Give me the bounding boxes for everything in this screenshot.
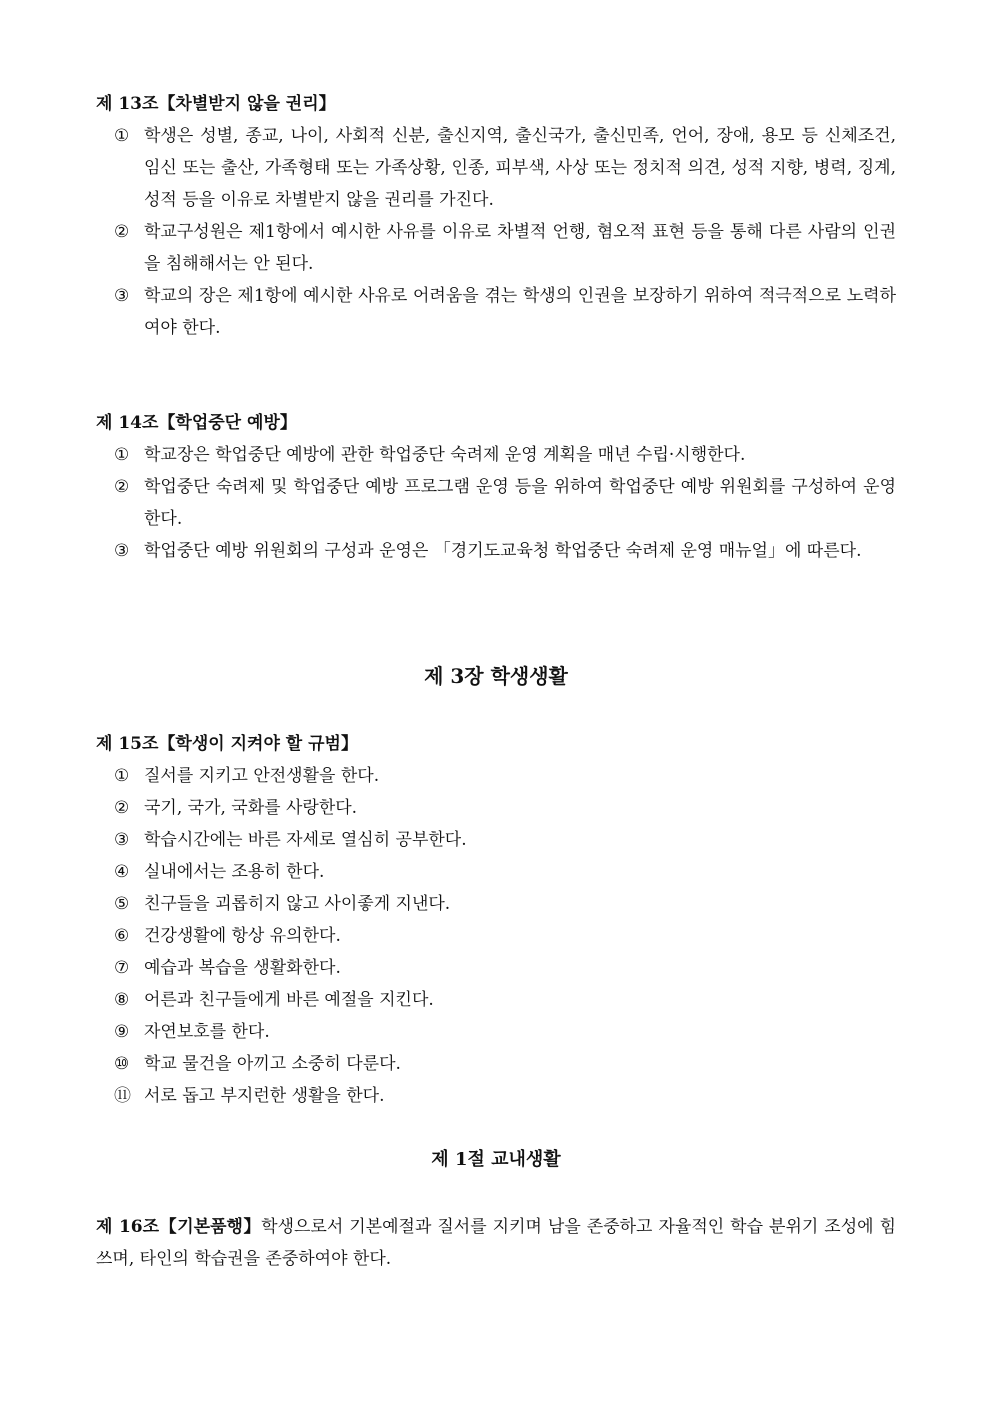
list-item [96, 280, 896, 344]
list-item [96, 1016, 896, 1048]
item-text: 예습과 복습을 생활화한다. [144, 958, 341, 978]
item-number: ① [114, 766, 130, 786]
article-14-title: 제 14조【학업중단 예방】 [96, 413, 297, 433]
list-item [96, 1048, 896, 1080]
item-text: 학교의 장은 제1항에 예시한 사유로 어려움을 겪는 학생의 인권을 보장하기 위하여 적극적으로 노력하여야 한다. [144, 286, 896, 338]
item-number: ⑤ [114, 894, 130, 914]
article-13-items [96, 120, 896, 344]
list-item [96, 984, 896, 1016]
item-text: 친구들을 괴롭히지 않고 사이좋게 지낸다. [144, 894, 451, 914]
list-item [96, 1080, 896, 1112]
section-heading: 제 1절 교내생활 [431, 1149, 561, 1170]
article-13 [96, 88, 896, 344]
item-text: 학생은 성별, 종교, 나이, 사회적 신분, 출신지역, 출신국가, 출신민족, 언어, 장애, 용모 등 신체조건, 임신 또는 출산, 가족형태 또는 가족상황, 인종, 피부색, 사상 또는 정치적 의견, 성적 지향, 병력, 징계, 성적 등을 이유로 차별받지 않을 권리를 가진다. [144, 126, 896, 210]
list-item [96, 824, 896, 856]
item-text: 학교 물건을 아끼고 소중히 다룬다. [144, 1054, 401, 1074]
item-text: 학업중단 예방 위원회의 구성과 운영은 「경기도교육청 학업중단 숙려제 운영 매뉴얼」에 따른다. [144, 541, 862, 561]
article-15 [96, 728, 896, 1112]
list-item [96, 952, 896, 984]
article-14 [96, 407, 896, 567]
item-text: 국기, 국가, 국화를 사랑한다. [144, 798, 358, 818]
item-number: ① [114, 126, 130, 146]
article-15-title: 제 15조【학생이 지켜야 할 규범】 [96, 734, 358, 754]
item-number: ⑪ [114, 1086, 131, 1106]
list-item [96, 120, 896, 216]
item-number: ⑨ [114, 1022, 130, 1042]
item-number: ② [114, 222, 130, 242]
list-item [96, 439, 896, 471]
item-number: ⑩ [114, 1054, 130, 1074]
list-item [96, 920, 896, 952]
list-item [96, 856, 896, 888]
chapter-heading: 제 3장 학생생활 [424, 664, 568, 688]
item-number: ② [114, 798, 130, 818]
list-item [96, 535, 896, 567]
item-text: 학교구성원은 제1항에서 예시한 사유를 이유로 차별적 언행, 혐오적 표현 등을 통해 다른 사람의 인권을 침해해서는 안 된다. [144, 222, 896, 274]
item-text: 서로 돕고 부지런한 생활을 한다. [144, 1086, 385, 1106]
item-number: ④ [114, 862, 130, 882]
item-text: 어른과 친구들에게 바른 예절을 지킨다. [144, 990, 434, 1010]
item-text: 학업중단 숙려제 및 학업중단 예방 프로그램 운영 등을 위하여 학업중단 예방 위원회를 구성하여 운영한다. [144, 477, 896, 529]
item-number: ② [114, 477, 130, 497]
item-text: 학습시간에는 바른 자세로 열심히 공부한다. [144, 830, 467, 850]
article-16-text: 학생으로서 기본예절과 질서를 지키며 남을 존중하고 자율적인 학습 분위기 조성에 힘쓰며, 타인의 학습권을 존중하여야 한다. [96, 1217, 896, 1269]
item-text: 건강생활에 항상 유의한다. [144, 926, 341, 946]
item-number: ① [114, 445, 130, 465]
list-item [96, 471, 896, 535]
list-item [96, 888, 896, 920]
article-16-paragraph [96, 1211, 896, 1275]
article-16 [96, 1211, 896, 1275]
list-item [96, 760, 896, 792]
article-15-items [96, 760, 896, 1112]
item-number: ⑧ [114, 990, 130, 1010]
item-number: ⑦ [114, 958, 130, 978]
item-text: 자연보호를 한다. [144, 1022, 270, 1042]
item-number: ③ [114, 541, 130, 561]
item-number: ③ [114, 830, 130, 850]
list-item [96, 216, 896, 280]
list-item [96, 792, 896, 824]
item-text: 실내에서는 조용히 한다. [144, 862, 325, 882]
item-number: ③ [114, 286, 130, 306]
item-number: ⑥ [114, 926, 130, 946]
item-text: 질서를 지키고 안전생활을 한다. [144, 766, 380, 786]
item-text: 학교장은 학업중단 예방에 관한 학업중단 숙려제 운영 계획을 매년 수립·시행한다. [144, 445, 746, 465]
article-14-items [96, 439, 896, 567]
article-16-title: 제 16조【기본품행】 [96, 1217, 262, 1237]
article-13-title: 제 13조【차별받지 않을 권리】 [96, 94, 336, 114]
